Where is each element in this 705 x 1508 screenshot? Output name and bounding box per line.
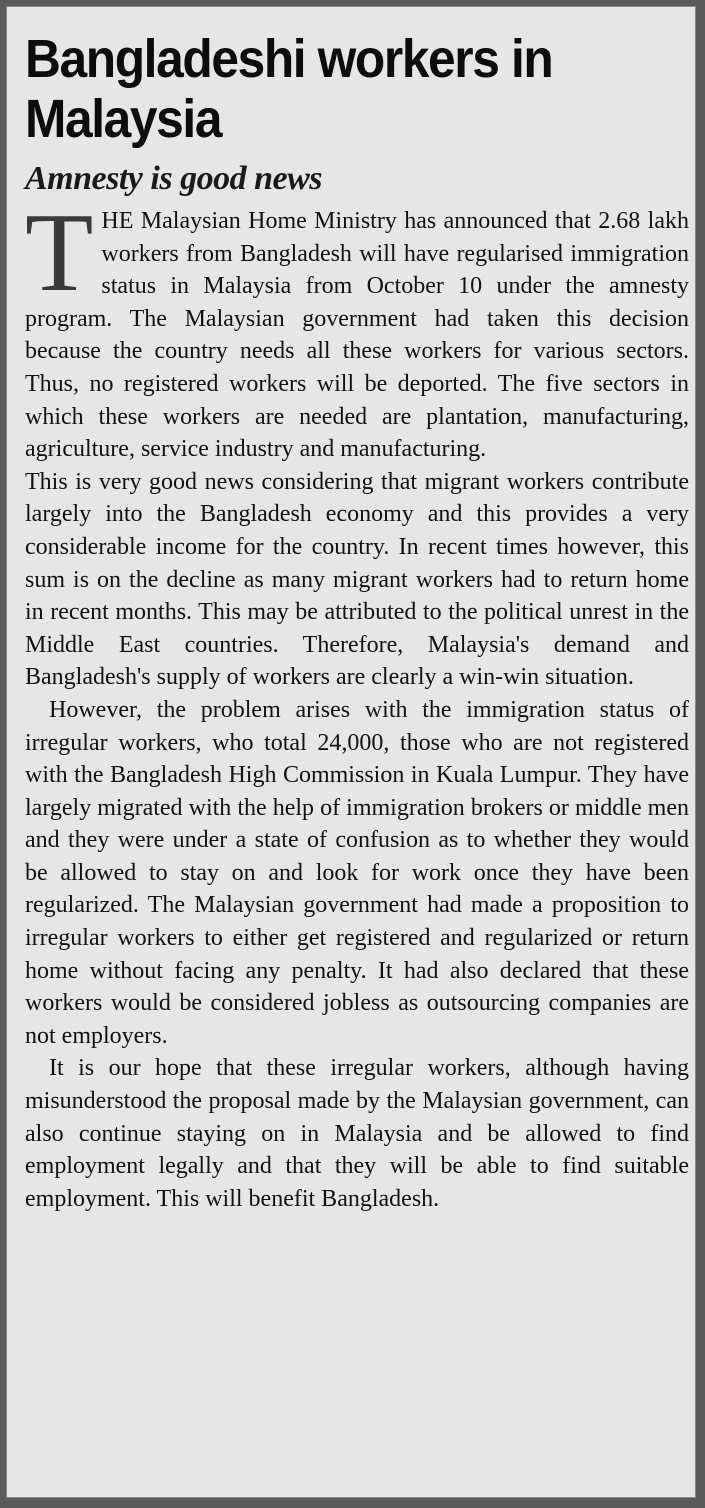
paragraph-4: It is our hope that these irregular workers, although having misunderstood the proposal made by the Malaysian government, can also continue staying on in Malaysia and be allowed to find employment legally and that they will be able to find suitable employment. This will benefit Bangladesh. bbox=[25, 1055, 689, 1212]
article-headline: Bangladeshi workers in Malaysia bbox=[25, 29, 553, 149]
paragraph-1 bbox=[25, 191, 689, 466]
article bbox=[25, 29, 689, 1215]
article-subheadline: Amnesty is good news bbox=[25, 160, 322, 197]
paragraph-3: However, the problem arises with the immigration status of irregular workers, who total 24,000, those who are not registered with the Bangladesh High Commission in Kuala Lumpur. They have largely migrated with the help of immigration brokers or middle men and they were under a state of confusion as to whether they would be allowed to stay on and look for work once they have been regularized. The Malaysian government had made a proposition to irregular workers to either get registered and regularized or return home without facing any penalty. It had also declared that these workers would be considered jobless as outsourcing companies are not employers. bbox=[25, 696, 689, 1049]
article-body bbox=[25, 191, 689, 1215]
newspaper-clipping bbox=[6, 6, 696, 1498]
paragraph-1-text: HE Malaysian Home Ministry has announced that 2.68 lakh workers from Bangladesh will have regularised immigration status in Malaysia from October 10 under the amnesty program. The Malaysian government had taken this decision because the country needs all these workers for various sectors. Thus, no registered workers will be deported. The five sectors in which these workers are needed are plantation, manufacturing, agriculture, service industry and manufacturing. bbox=[25, 208, 689, 463]
paragraph-2: This is very good news considering that migrant workers contribute largely into the Bangladesh economy and this provides a very considerable income for the country. In recent times however, this sum is on the decline as many migrant workers had to return home in recent months. This may be attributed to the political unrest in the Middle East countries. Therefore, Malaysia's demand and Bangladesh's supply of workers are clearly a win-win situation. bbox=[25, 468, 689, 691]
drop-cap: T bbox=[25, 191, 94, 315]
